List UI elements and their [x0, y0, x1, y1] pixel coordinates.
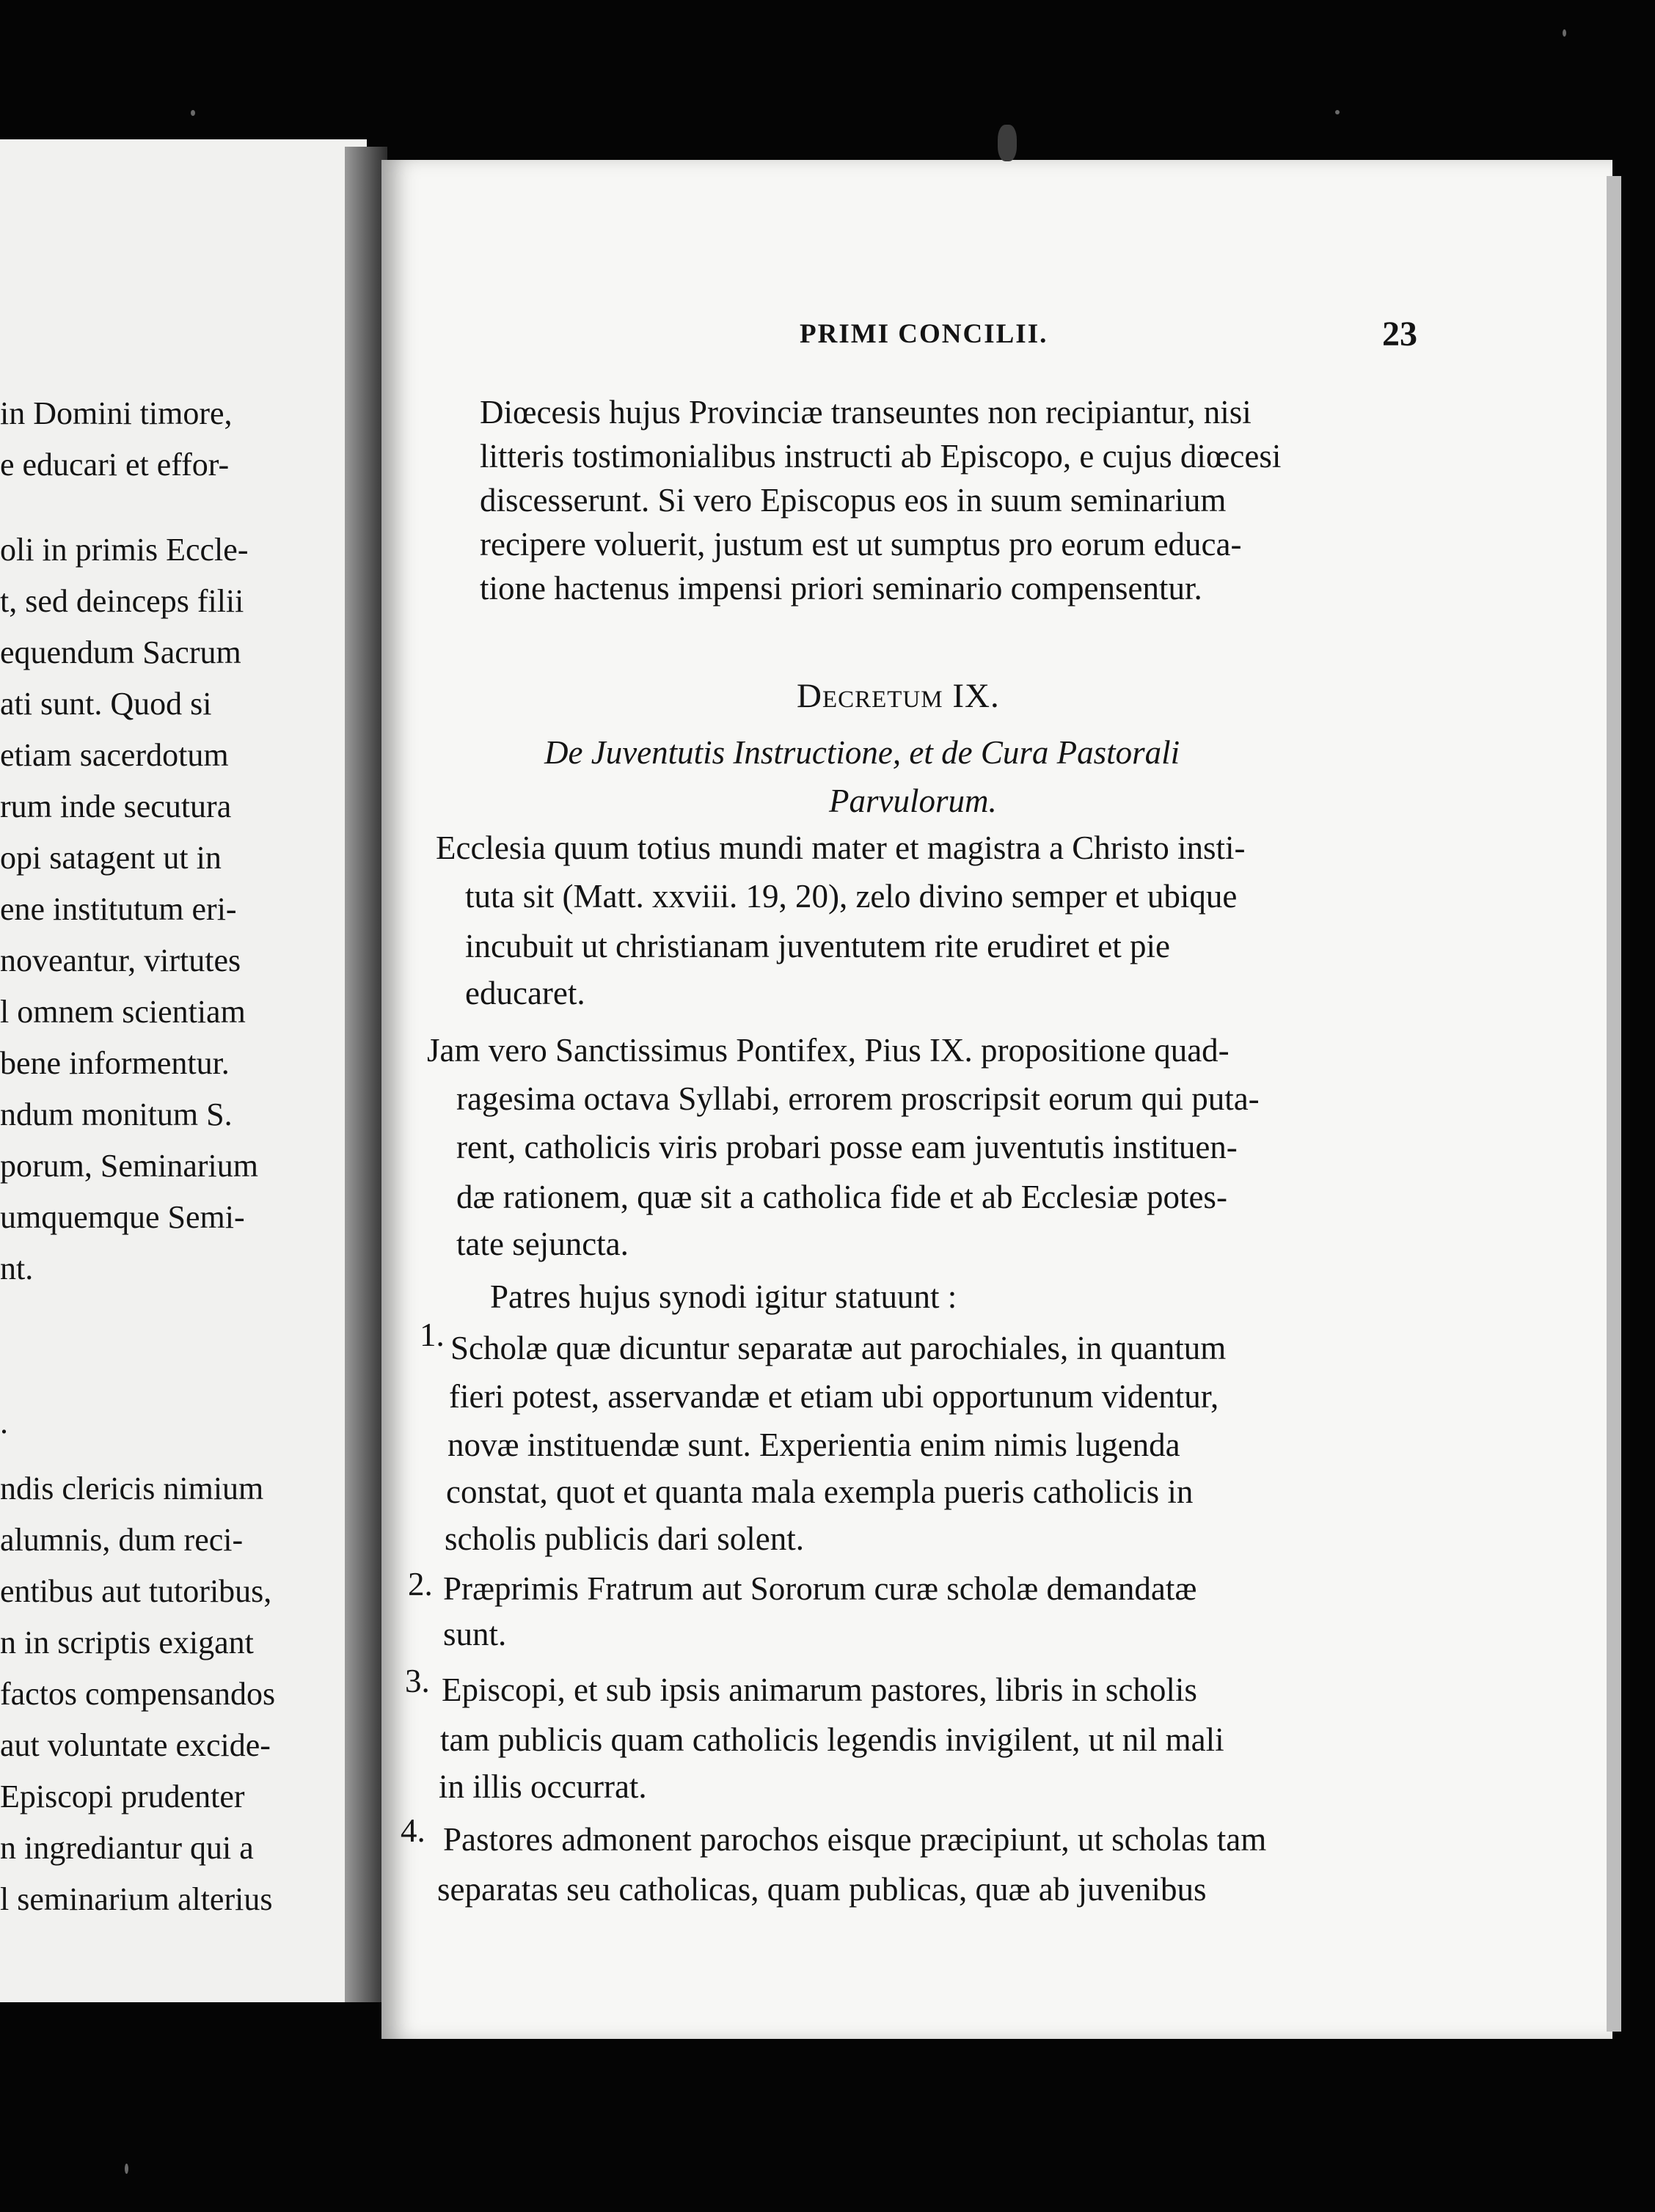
- left-page-line: entibus aut tutoribus,: [0, 1573, 272, 1609]
- left-page-line: oli in primis Eccle-: [0, 532, 249, 568]
- left-page-line: e educari et effor-: [0, 447, 230, 483]
- left-page: [0, 139, 367, 2002]
- scan-speck: [1563, 29, 1566, 37]
- left-page-line: ene institutum eri-: [0, 891, 237, 927]
- left-page-line: l omnem scientiam: [0, 994, 246, 1030]
- left-page-line: porum, Seminarium: [0, 1148, 258, 1184]
- left-page-line: etiam sacerdotum: [0, 737, 229, 773]
- list-item-line: constat, quot et quanta mala exempla pueris catholicis in: [446, 1473, 1194, 1510]
- decree-title: Decretum IX.: [797, 677, 1000, 715]
- body-line: dæ rationem, quæ sit a catholica fide et ab Ecclesiæ potes-: [456, 1179, 1227, 1215]
- body-line: incubuit ut christianam juventutem rite erudiret et pie: [465, 928, 1170, 964]
- left-page-line: l seminarium alterius: [0, 1881, 273, 1917]
- scan-speck: [125, 2164, 128, 2174]
- left-page-line: ndis clericis nimium: [0, 1471, 264, 1506]
- body-line: Diœcesis hujus Provinciæ transeuntes non recipiantur, nisi: [480, 394, 1252, 431]
- scan-speck: [1335, 110, 1340, 114]
- body-line: tuta sit (Matt. xxviii. 19, 20), zelo divino semper et ubique: [465, 878, 1238, 915]
- left-page-line: opi satagent ut in: [0, 840, 222, 876]
- list-item-line: in illis occurrat.: [439, 1768, 647, 1805]
- list-item-line: separatas seu catholicas, quam publicas, quæ ab juvenibus: [437, 1871, 1207, 1908]
- body-line: tione hactenus impensi priori seminario compensentur.: [480, 570, 1202, 607]
- left-page-line: aut voluntate excide-: [0, 1727, 271, 1763]
- list-item-line: tam publicis quam catholicis legendis invigilent, ut nil mali: [440, 1721, 1224, 1758]
- left-page-line: n in scriptis exigant: [0, 1625, 254, 1660]
- body-line: tate sejuncta.: [456, 1226, 629, 1262]
- body-line: Jam vero Sanctissimus Pontifex, Pius IX. propositione quad-: [427, 1032, 1230, 1069]
- left-page-line: alumnis, dum reci-: [0, 1522, 244, 1558]
- left-page-line: ati sunt. Quod si: [0, 686, 212, 722]
- body-line: litteris tostimonialibus instructi ab Episcopo, e cujus diœcesi: [480, 438, 1282, 475]
- list-item-line: Pastores admonent parochos eisque præcipiunt, ut scholas tam: [443, 1821, 1267, 1858]
- left-page-line: nt.: [0, 1250, 34, 1286]
- decree-subtitle: De Juventutis Instructione, et de Cura Pastorali: [544, 734, 1180, 771]
- body-line: recipere voluerit, justum est ut sumptus pro eorum educa-: [480, 526, 1242, 563]
- list-number: 1.: [420, 1316, 445, 1353]
- left-page-line: n ingrediantur qui a: [0, 1830, 254, 1866]
- list-item-line: Episcopi, et sub ipsis animarum pastores, libris in scholis: [442, 1671, 1197, 1708]
- body-line: rent, catholicis viris probari posse eam juventutis instituen-: [456, 1129, 1238, 1165]
- page-number: 23: [1382, 315, 1417, 354]
- left-page-line: .: [0, 1405, 8, 1440]
- left-page-line: equendum Sacrum: [0, 634, 241, 670]
- list-item-line: Scholæ quæ dicuntur separatæ aut parochiales, in quantum: [450, 1330, 1227, 1366]
- left-page-line: umquemque Semi-: [0, 1199, 245, 1235]
- left-page-line: in Domini timore,: [0, 395, 233, 431]
- left-page-line: t, sed deinceps filii: [0, 583, 244, 619]
- left-page-line: factos compensandos: [0, 1676, 276, 1712]
- list-item-line: scholis publicis dari solent.: [445, 1520, 804, 1557]
- list-item-line: Præprimis Fratrum aut Sororum curæ scholæ demandatæ: [443, 1570, 1197, 1607]
- list-number: 4.: [401, 1812, 425, 1849]
- running-head: PRIMI CONCILII.: [800, 319, 1048, 349]
- scan-speck: [998, 125, 1017, 161]
- page-edge: [1607, 176, 1621, 2032]
- left-page-line: noveantur, virtutes: [0, 942, 241, 978]
- left-page-line: Episcopi prudenter: [0, 1779, 245, 1814]
- list-number: 2.: [408, 1566, 433, 1603]
- scan-speck: [191, 110, 195, 116]
- decree-subtitle: Parvulorum.: [829, 783, 997, 819]
- body-line: Patres hujus synodi igitur statuunt :: [490, 1278, 957, 1315]
- body-line: Ecclesia quum totius mundi mater et magistra a Christo insti-: [436, 830, 1246, 866]
- list-item-line: fieri potest, asservandæ et etiam ubi opportunum videntur,: [449, 1378, 1219, 1415]
- list-number: 3.: [405, 1663, 430, 1699]
- left-page-line: rum inde secutura: [0, 788, 232, 824]
- left-page-line: ndum monitum S.: [0, 1096, 233, 1132]
- left-page-line: bene informentur.: [0, 1045, 230, 1081]
- body-line: ragesima octava Syllabi, errorem proscripsit eorum qui puta-: [456, 1080, 1260, 1117]
- list-item-line: novæ instituendæ sunt. Experientia enim nimis lugenda: [447, 1427, 1180, 1463]
- list-item-line: sunt.: [443, 1616, 507, 1652]
- body-line: discesserunt. Si vero Episcopus eos in suum seminarium: [480, 482, 1227, 519]
- body-line: educaret.: [465, 975, 585, 1011]
